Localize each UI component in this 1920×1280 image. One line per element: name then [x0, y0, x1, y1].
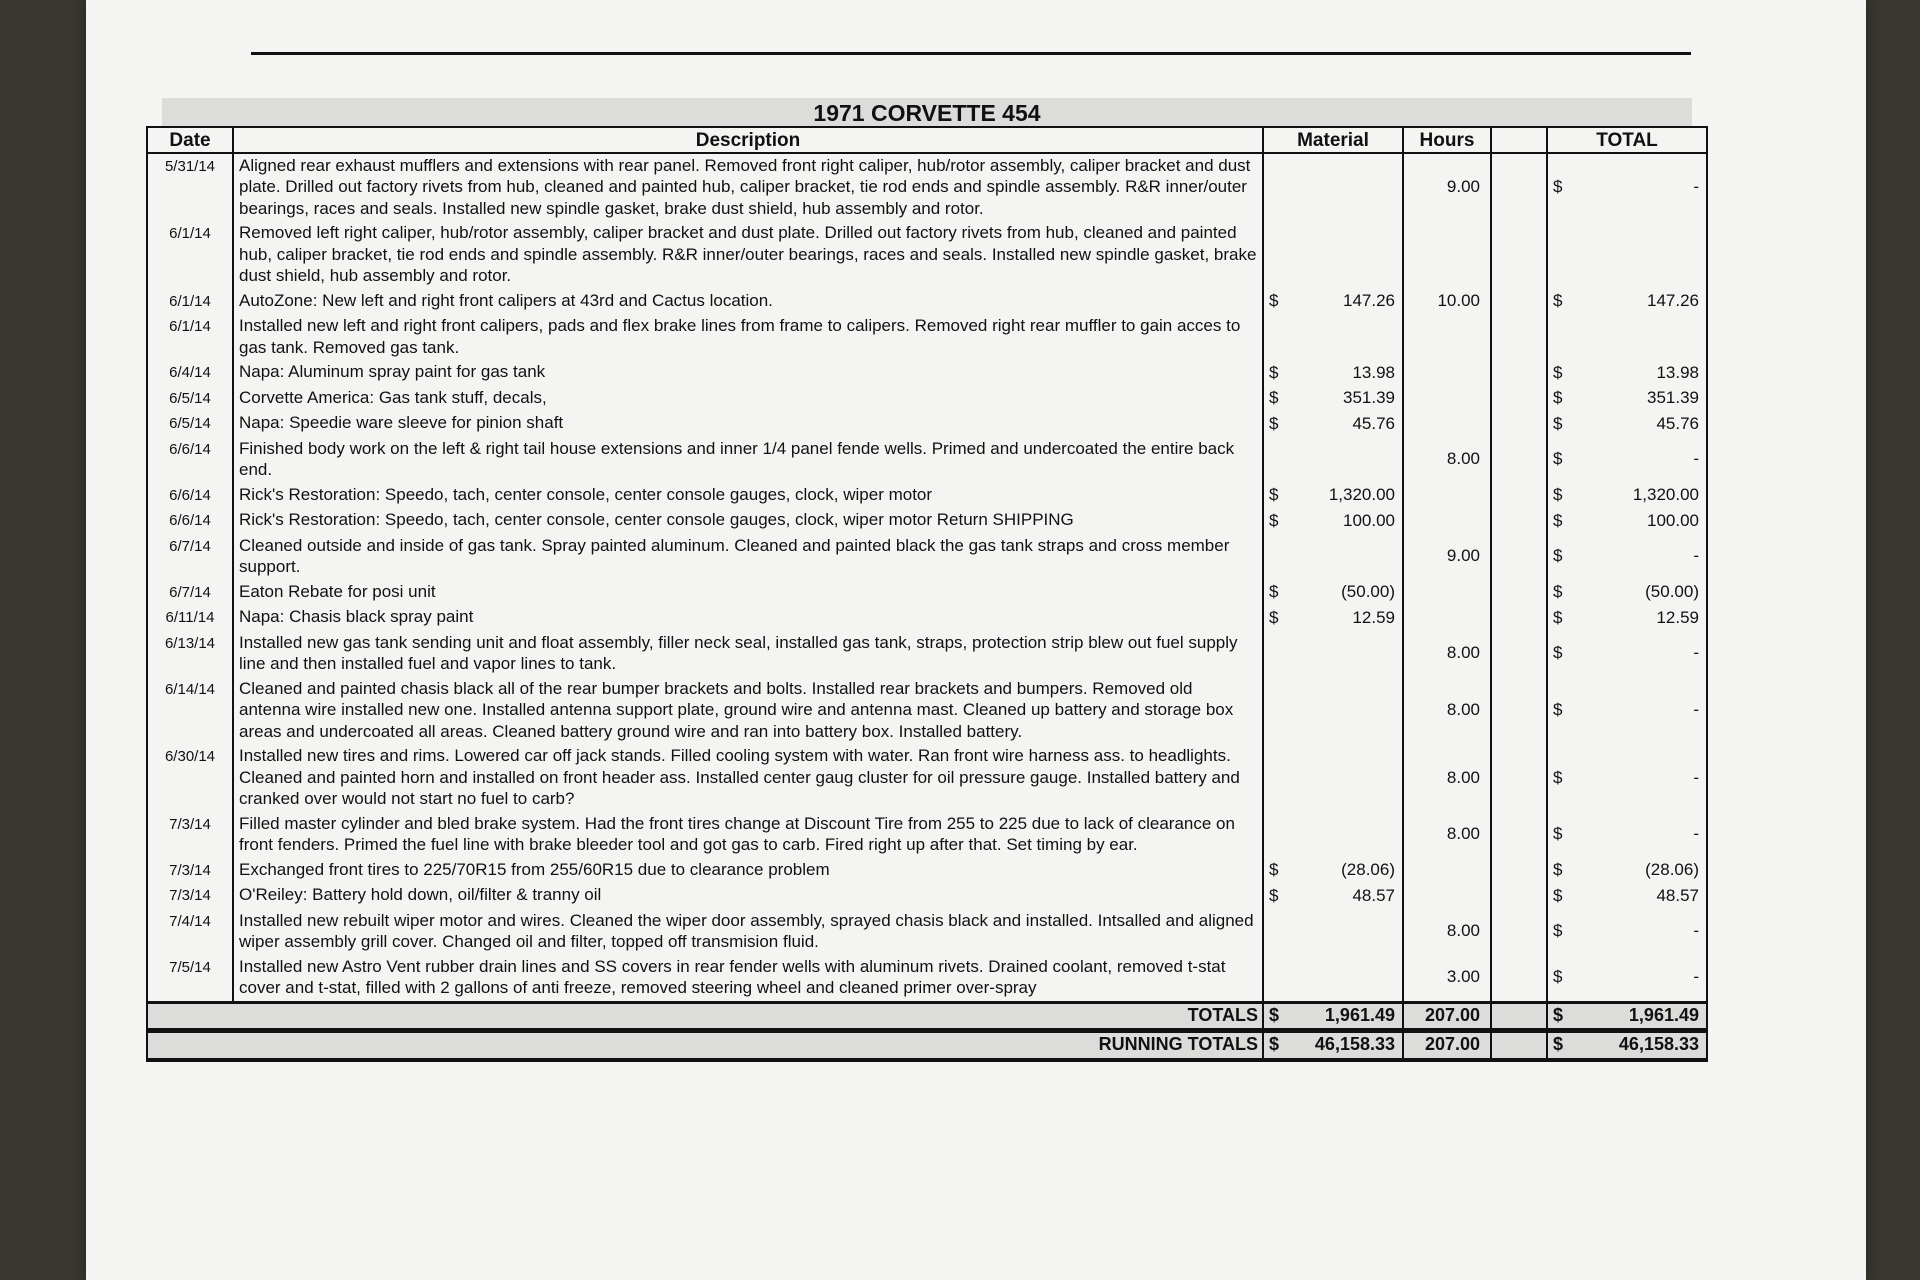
row-total — [1547, 153, 1707, 222]
row-hours — [1403, 360, 1491, 386]
row-total-value: 351.39 — [1647, 388, 1699, 407]
row-total-sign: $ — [1553, 700, 1563, 719]
row-blank — [1491, 909, 1547, 955]
row-blank — [1491, 411, 1547, 437]
totals-total-value: 1,961.49 — [1628, 1004, 1699, 1025]
running-total — [1547, 1031, 1707, 1060]
totals-material — [1263, 1002, 1403, 1031]
row-hours: 8.00 — [1403, 812, 1491, 858]
row-hours — [1403, 605, 1491, 631]
row-total — [1547, 812, 1707, 858]
row-total — [1547, 605, 1707, 631]
row-total — [1547, 580, 1707, 606]
row-material-value: 45.76 — [1352, 413, 1395, 433]
row-total-sign: $ — [1553, 413, 1563, 433]
row-material-value: (50.00) — [1341, 582, 1395, 601]
row-date: 6/6/14 — [147, 437, 233, 483]
totals-material-sign: $ — [1269, 1004, 1280, 1025]
row-blank — [1491, 812, 1547, 858]
row-material-value: 351.39 — [1343, 388, 1395, 407]
row-total-sign: $ — [1553, 510, 1563, 530]
running-material — [1263, 1031, 1403, 1060]
running-totals-row — [147, 1031, 1707, 1060]
row-total-value: 13.98 — [1656, 362, 1699, 382]
row-material — [1263, 437, 1403, 483]
row-total-sign: $ — [1553, 388, 1563, 407]
table-row — [147, 955, 1707, 1003]
row-hours: 9.00 — [1403, 534, 1491, 580]
row-material — [1263, 360, 1403, 386]
top-rule — [251, 52, 1691, 55]
row-date: 5/31/14 — [147, 153, 233, 222]
row-description: Cleaned outside and inside of gas tank. Spray painted aluminum. Cleaned and painted black the gas tank straps and cross member support. — [233, 534, 1263, 580]
row-material-sign: $ — [1269, 607, 1279, 627]
row-total-value: - — [1693, 643, 1699, 663]
header-blank — [1491, 127, 1547, 153]
row-blank — [1491, 360, 1547, 386]
row-blank — [1491, 580, 1547, 606]
row-material-value: (28.06) — [1341, 860, 1395, 879]
totals-material-value: 1,961.49 — [1324, 1004, 1395, 1025]
row-total-value: - — [1693, 767, 1699, 787]
row-material — [1263, 534, 1403, 580]
row-date: 7/5/14 — [147, 955, 233, 1003]
row-total — [1547, 744, 1707, 812]
row-date: 6/7/14 — [147, 534, 233, 580]
table-row — [147, 289, 1707, 315]
table-row — [147, 221, 1707, 289]
sheet-title: 1971 CORVETTE 454 — [162, 98, 1692, 126]
row-total-sign: $ — [1553, 485, 1563, 504]
row-total-value: (50.00) — [1645, 582, 1699, 601]
running-material-sign: $ — [1269, 1034, 1280, 1054]
row-blank — [1491, 744, 1547, 812]
row-material-value: 13.98 — [1352, 362, 1395, 382]
row-description: AutoZone: New left and right front calipers at 43rd and Cactus location. — [233, 289, 1263, 315]
row-description: Rick's Restoration: Speedo, tach, center console, center console gauges, clock, wiper motor — [233, 483, 1263, 509]
totals-row — [147, 1002, 1707, 1031]
row-material-sign: $ — [1269, 885, 1279, 905]
row-date: 7/3/14 — [147, 812, 233, 858]
row-total — [1547, 631, 1707, 677]
row-blank — [1491, 386, 1547, 412]
row-blank — [1491, 883, 1547, 909]
table-row — [147, 677, 1707, 745]
row-date: 6/1/14 — [147, 221, 233, 289]
table-row — [147, 386, 1707, 412]
table-row — [147, 605, 1707, 631]
row-material — [1263, 289, 1403, 315]
row-blank — [1491, 289, 1547, 315]
row-date: 6/7/14 — [147, 580, 233, 606]
row-total-value: 100.00 — [1647, 510, 1699, 530]
row-total — [1547, 437, 1707, 483]
row-total-sign: $ — [1553, 291, 1563, 310]
row-blank — [1491, 858, 1547, 884]
totals-hours: 207.00 — [1403, 1002, 1491, 1031]
row-description: Installed new gas tank sending unit and float assembly, filler neck seal, installed gas tank, straps, protection strip blew out fuel supply line and then installed fuel and vapor lines to tank. — [233, 631, 1263, 677]
row-hours: 10.00 — [1403, 289, 1491, 315]
row-blank — [1491, 534, 1547, 580]
row-hours: 8.00 — [1403, 909, 1491, 955]
row-hours: 8.00 — [1403, 677, 1491, 745]
row-total-sign: $ — [1553, 767, 1563, 787]
row-date: 7/3/14 — [147, 858, 233, 884]
row-material — [1263, 386, 1403, 412]
row-material-sign: $ — [1269, 582, 1279, 601]
paper-sheet — [86, 0, 1866, 1280]
row-total — [1547, 411, 1707, 437]
row-material — [1263, 677, 1403, 745]
row-date: 6/30/14 — [147, 744, 233, 812]
row-material — [1263, 221, 1403, 289]
row-date: 6/1/14 — [147, 289, 233, 315]
row-total-sign: $ — [1553, 449, 1563, 469]
row-blank — [1491, 955, 1547, 1003]
spreadsheet — [146, 98, 1706, 1062]
row-date: 6/5/14 — [147, 386, 233, 412]
table-row — [147, 314, 1707, 360]
row-date: 6/5/14 — [147, 411, 233, 437]
row-total-value: - — [1693, 921, 1699, 941]
header-total: TOTAL — [1547, 127, 1707, 153]
row-total-sign: $ — [1553, 546, 1563, 566]
row-description: O'Reiley: Battery hold down, oil/filter & tranny oil — [233, 883, 1263, 909]
row-date: 6/4/14 — [147, 360, 233, 386]
row-hours — [1403, 483, 1491, 509]
row-description: Filled master cylinder and bled brake system. Had the front tires change at Discount Tire from 255 to 225 due to lack of clearance on front fenders. Primed the fuel line with brake bleeder tool and got gas to carb. Fired right up after that. Set timing by ear. — [233, 812, 1263, 858]
row-total-value: (28.06) — [1645, 860, 1699, 879]
row-total — [1547, 534, 1707, 580]
row-date: 6/1/14 — [147, 314, 233, 360]
row-date: 6/6/14 — [147, 508, 233, 534]
row-total — [1547, 883, 1707, 909]
row-description: Cleaned and painted chasis black all of the rear bumper brackets and bolts. Installed rear brackets and bumpers. Removed old antenna wire installed new one. Installed antenna support plate, ground wire and antenna mast. Cleaned up battery and storage box areas and undercoated all areas. Cleaned battery ground wire and ran into battery box. Installed battery. — [233, 677, 1263, 745]
row-blank — [1491, 437, 1547, 483]
table-row — [147, 483, 1707, 509]
row-total-sign: $ — [1553, 607, 1563, 627]
row-date: 7/3/14 — [147, 883, 233, 909]
row-description: Installed new left and right front calipers, pads and flex brake lines from frame to calipers. Removed right rear muffler to gain acces to gas tank. Removed gas tank. — [233, 314, 1263, 360]
row-date: 6/11/14 — [147, 605, 233, 631]
row-material — [1263, 483, 1403, 509]
row-material — [1263, 858, 1403, 884]
table-row — [147, 580, 1707, 606]
row-blank — [1491, 483, 1547, 509]
row-total — [1547, 955, 1707, 1003]
running-material-value: 46,158.33 — [1314, 1034, 1395, 1054]
row-total-value: - — [1693, 177, 1699, 196]
row-total-value: 48.57 — [1656, 885, 1699, 905]
row-blank — [1491, 221, 1547, 289]
header-description: Description — [233, 127, 1263, 153]
row-material — [1263, 508, 1403, 534]
table-row — [147, 909, 1707, 955]
row-material — [1263, 580, 1403, 606]
row-total — [1547, 360, 1707, 386]
row-total — [1547, 677, 1707, 745]
totals-total — [1547, 1002, 1707, 1031]
row-hours — [1403, 858, 1491, 884]
row-material-sign: $ — [1269, 388, 1279, 407]
row-hours — [1403, 221, 1491, 289]
row-description: Eaton Rebate for posi unit — [233, 580, 1263, 606]
row-description: Exchanged front tires to 225/70R15 from 255/60R15 due to clearance problem — [233, 858, 1263, 884]
row-material-value: 48.57 — [1352, 885, 1395, 905]
row-total-sign: $ — [1553, 921, 1563, 941]
row-material-value: 1,320.00 — [1328, 485, 1395, 504]
row-total-sign: $ — [1553, 177, 1563, 196]
row-material-value: 12.59 — [1352, 607, 1395, 627]
row-material — [1263, 955, 1403, 1003]
row-material — [1263, 744, 1403, 812]
table-row — [147, 631, 1707, 677]
row-total-value: 45.76 — [1656, 413, 1699, 433]
table-row — [147, 534, 1707, 580]
row-material-sign: $ — [1269, 510, 1279, 530]
row-description: Napa: Speedie ware sleeve for pinion shaft — [233, 411, 1263, 437]
row-material — [1263, 909, 1403, 955]
running-blank — [1491, 1031, 1547, 1060]
row-hours — [1403, 508, 1491, 534]
row-total — [1547, 386, 1707, 412]
table-body — [147, 153, 1707, 1003]
row-material-value: 100.00 — [1343, 510, 1395, 530]
row-hours: 8.00 — [1403, 744, 1491, 812]
row-blank — [1491, 631, 1547, 677]
row-material-sign: $ — [1269, 413, 1279, 433]
table-row — [147, 437, 1707, 483]
table-row — [147, 883, 1707, 909]
row-hours — [1403, 580, 1491, 606]
table-row — [147, 360, 1707, 386]
row-date: 7/4/14 — [147, 909, 233, 955]
row-total-sign: $ — [1553, 885, 1563, 905]
row-material — [1263, 883, 1403, 909]
totals-label: TOTALS — [147, 1002, 1263, 1031]
row-description: Rick's Restoration: Speedo, tach, center console, center console gauges, clock, wiper motor Return SHIPPING — [233, 508, 1263, 534]
row-description: Corvette America: Gas tank stuff, decals, — [233, 386, 1263, 412]
row-hours — [1403, 883, 1491, 909]
table-row — [147, 411, 1707, 437]
row-total-sign: $ — [1553, 967, 1563, 987]
row-hours — [1403, 411, 1491, 437]
row-total-sign: $ — [1553, 582, 1563, 601]
row-total-value: 147.26 — [1647, 291, 1699, 310]
row-material-sign: $ — [1269, 291, 1279, 310]
row-material — [1263, 314, 1403, 360]
row-material-value: 147.26 — [1343, 291, 1395, 310]
row-total-value: 12.59 — [1656, 607, 1699, 627]
row-date: 6/13/14 — [147, 631, 233, 677]
row-total — [1547, 314, 1707, 360]
row-date: 6/6/14 — [147, 483, 233, 509]
row-total-sign: $ — [1553, 362, 1563, 382]
row-total — [1547, 289, 1707, 315]
row-description: Finished body work on the left & right tail house extensions and inner 1/4 panel fende wells. Primed and undercoated the entire back end. — [233, 437, 1263, 483]
header-material: Material — [1263, 127, 1403, 153]
row-date: 6/14/14 — [147, 677, 233, 745]
row-material — [1263, 631, 1403, 677]
row-hours: 3.00 — [1403, 955, 1491, 1003]
row-material-sign: $ — [1269, 485, 1279, 504]
row-total-value: - — [1693, 967, 1699, 987]
row-blank — [1491, 508, 1547, 534]
row-description: Installed new rebuilt wiper motor and wires. Cleaned the wiper door assembly, sprayed chasis black and installed. Intsalled and aligned wiper assembly grill cover. Changed oil and filter, topped off transmision fluid. — [233, 909, 1263, 955]
row-total — [1547, 483, 1707, 509]
row-blank — [1491, 677, 1547, 745]
row-hours: 8.00 — [1403, 631, 1491, 677]
row-material-sign: $ — [1269, 860, 1279, 879]
row-blank — [1491, 605, 1547, 631]
row-description: Removed left right caliper, hub/rotor assembly, caliper bracket and dust plate. Drilled out factory rivets from hub, cleaned and painted hub, caliper bracket, tie rod ends and spindle assembly. R&R inner/outer bearings, races and seals. Installed new spindle gasket, brake dust shield, hub assembly and rotor. — [233, 221, 1263, 289]
row-material — [1263, 411, 1403, 437]
table-row — [147, 153, 1707, 222]
header-row — [147, 127, 1707, 153]
row-total-value: 1,320.00 — [1632, 485, 1699, 504]
table-row — [147, 812, 1707, 858]
row-total-sign: $ — [1553, 860, 1563, 879]
row-total — [1547, 909, 1707, 955]
row-description: Installed new tires and rims. Lowered car off jack stands. Filled cooling system with water. Ran front wire harness ass. to headlights. Cleaned and painted horn and installed on front header ass. Installed center gaug cluster for oil pressure gauge. Installed battery and cranked over would not start no fuel to carb? — [233, 744, 1263, 812]
row-total — [1547, 858, 1707, 884]
row-blank — [1491, 153, 1547, 222]
row-total-sign: $ — [1553, 824, 1563, 844]
totals-blank — [1491, 1002, 1547, 1031]
table-row — [147, 508, 1707, 534]
row-total-value: - — [1693, 546, 1699, 566]
row-hours: 9.00 — [1403, 153, 1491, 222]
running-total-value: 46,158.33 — [1618, 1034, 1699, 1054]
row-material-sign: $ — [1269, 362, 1279, 382]
row-material — [1263, 153, 1403, 222]
header-hours: Hours — [1403, 127, 1491, 153]
row-total — [1547, 508, 1707, 534]
table-row — [147, 744, 1707, 812]
row-total — [1547, 221, 1707, 289]
row-total-value: - — [1693, 824, 1699, 844]
row-description: Installed new Astro Vent rubber drain lines and SS covers in rear fender wells with aluminum rivets. Drained coolant, removed t-stat cover and t-stat, filled with 2 gallons of anti freeze, removed steering wheel and cleaned primer over-spray — [233, 955, 1263, 1003]
expense-table — [146, 126, 1708, 1062]
header-date: Date — [147, 127, 233, 153]
running-total-sign: $ — [1553, 1034, 1564, 1054]
running-totals-label: RUNNING TOTALS — [147, 1031, 1263, 1060]
row-hours — [1403, 314, 1491, 360]
row-description: Napa: Chasis black spray paint — [233, 605, 1263, 631]
row-total-sign: $ — [1553, 643, 1563, 663]
row-hours: 8.00 — [1403, 437, 1491, 483]
totals-total-sign: $ — [1553, 1004, 1564, 1025]
row-material — [1263, 605, 1403, 631]
running-hours: 207.00 — [1403, 1031, 1491, 1060]
row-total-value: - — [1693, 700, 1699, 719]
row-description: Aligned rear exhaust mufflers and extensions with rear panel. Removed front right caliper, hub/rotor assembly, caliper bracket and dust plate. Drilled out factory rivets from hub, cleaned and painted hub, caliper bracket, tie rod ends and spindle assembly. R&R inner/outer bearings, races and seals. Installed new spindle gasket, brake dust shield, hub assembly and rotor. — [233, 153, 1263, 222]
row-description: Napa: Aluminum spray paint for gas tank — [233, 360, 1263, 386]
row-hours — [1403, 386, 1491, 412]
table-row — [147, 858, 1707, 884]
row-blank — [1491, 314, 1547, 360]
row-material — [1263, 812, 1403, 858]
row-total-value: - — [1693, 449, 1699, 469]
